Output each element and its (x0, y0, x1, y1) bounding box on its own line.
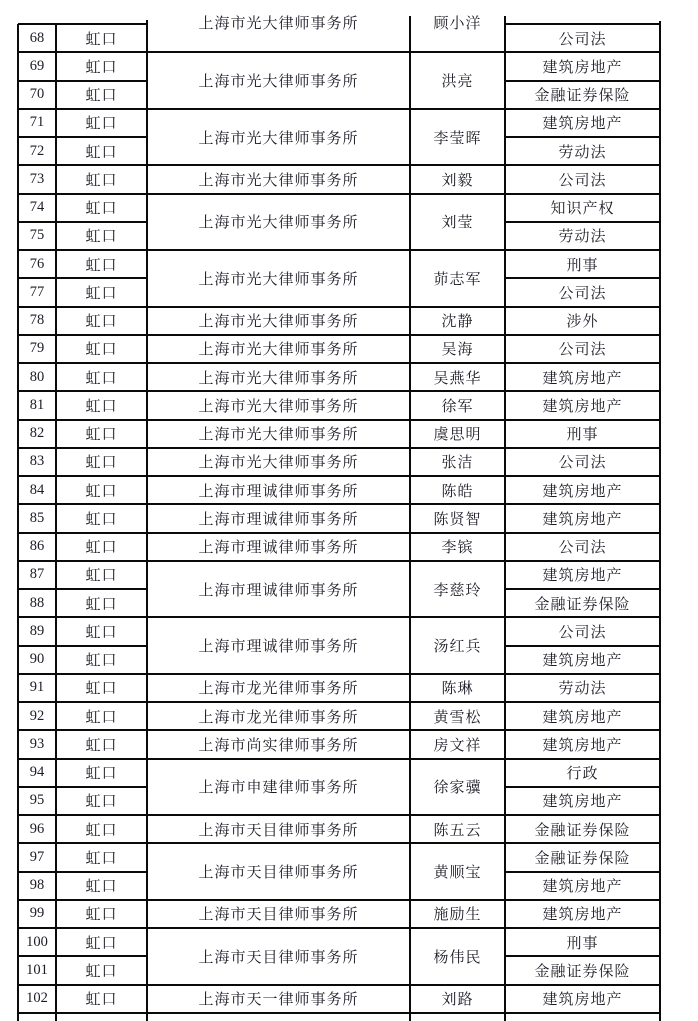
district-cell: 虹口 (85, 314, 118, 331)
specialty-cell: 劳动法 (558, 681, 607, 698)
row-number-cell: 99 (29, 905, 45, 922)
lawyer-name-cell: 刘路 (441, 992, 474, 1009)
specialty-cell: 金融证券保险 (534, 596, 631, 613)
row-number-cell: 74 (29, 199, 45, 216)
district-cell: 虹口 (85, 850, 118, 867)
district-cell: 虹口 (85, 285, 118, 302)
law-firm-cell: 上海市光大律师事务所 (198, 342, 359, 359)
specialty-cell: 建筑房地产 (542, 398, 623, 415)
row-number-cell: 80 (29, 368, 45, 385)
grid-line (55, 24, 57, 1021)
law-firm-cell: 上海市光大律师事务所 (198, 15, 359, 32)
lawyer-name-cell: 陈贤智 (433, 511, 482, 528)
law-firm-cell: 上海市光大律师事务所 (198, 74, 359, 90)
row-number-cell: 75 (29, 227, 45, 244)
specialty-cell: 建筑房地产 (542, 568, 623, 585)
specialty-cell: 行政 (566, 766, 599, 783)
law-firm-cell: 上海市光大律师事务所 (198, 455, 359, 472)
specialty-cell: 金融证券保险 (534, 963, 631, 980)
specialty-cell: 建筑房地产 (542, 992, 623, 1009)
lawyer-name-cell: 张洁 (441, 455, 474, 472)
district-cell: 虹口 (85, 681, 118, 698)
district-cell: 虹口 (85, 766, 118, 783)
row-number-cell: 68 (29, 29, 45, 46)
district-cell: 虹口 (85, 540, 118, 557)
row-number-cell: 100 (26, 933, 48, 950)
row-number-cell: 87 (29, 566, 45, 583)
grid-line (146, 20, 148, 1021)
lawyer-name-cell: 房文祥 (433, 737, 482, 754)
law-firm-cell: 上海市申建律师事务所 (198, 780, 359, 797)
specialty-cell: 公司法 (558, 31, 607, 48)
law-firm-cell: 上海市天目律师事务所 (198, 865, 359, 881)
specialty-cell: 劳动法 (558, 229, 607, 246)
row-number-cell: 89 (29, 622, 45, 639)
specialty-cell: 建筑房地产 (542, 59, 623, 76)
lawyer-name-cell: 吴燕华 (433, 370, 482, 387)
district-cell: 虹口 (85, 59, 118, 76)
specialty-cell: 建筑房地产 (542, 709, 623, 726)
lawyer-name-cell: 杨伟民 (433, 949, 482, 966)
law-firm-cell: 上海市光大律师事务所 (198, 130, 359, 147)
law-firm-cell: 上海市光大律师事务所 (198, 271, 359, 288)
row-number-cell: 71 (29, 114, 45, 131)
specialty-cell: 知识产权 (550, 201, 615, 218)
lawyer-name-cell: 吴海 (441, 342, 474, 359)
row-number-cell: 86 (29, 538, 45, 555)
specialty-cell: 劳动法 (558, 144, 607, 161)
specialty-cell: 建筑房地产 (542, 794, 623, 811)
specialty-cell: 公司法 (558, 285, 607, 302)
law-firm-cell: 上海市天一律师事务所 (198, 992, 359, 1009)
lawyer-name-cell: 李慈玲 (433, 582, 482, 599)
lawyer-name-cell: 黄雪松 (433, 709, 482, 726)
district-cell: 虹口 (85, 709, 118, 726)
lawyer-name-cell: 洪亮 (441, 74, 474, 90)
law-firm-cell: 上海市理诚律师事务所 (198, 511, 359, 528)
row-number-cell: 85 (29, 509, 45, 526)
district-cell: 虹口 (85, 427, 118, 444)
law-firm-cell: 上海市光大律师事务所 (198, 398, 359, 415)
lawyer-name-cell: 刘莹 (441, 215, 474, 232)
law-firm-cell: 上海市天目律师事务所 (198, 822, 359, 839)
lawyer-name-cell: 黄顺宝 (433, 865, 482, 881)
district-cell: 虹口 (85, 144, 118, 161)
lawyer-name-cell: 徐军 (441, 398, 474, 415)
law-firm-cell: 上海市尚实律师事务所 (198, 737, 359, 754)
row-number-cell: 98 (29, 877, 45, 894)
district-cell: 虹口 (85, 879, 118, 896)
specialty-cell: 建筑房地产 (542, 907, 623, 924)
grid-line (504, 16, 506, 1021)
specialty-cell: 建筑房地产 (542, 483, 623, 500)
law-firm-cell: 上海市光大律师事务所 (198, 215, 359, 232)
district-cell: 虹口 (85, 568, 118, 585)
lawyer-name-cell: 李莹晖 (433, 130, 482, 147)
row-number-cell: 82 (29, 425, 45, 442)
specialty-cell: 金融证券保险 (534, 88, 631, 105)
district-cell: 虹口 (85, 342, 118, 359)
law-firm-cell: 上海市光大律师事务所 (198, 172, 359, 189)
district-cell: 虹口 (85, 653, 118, 670)
district-cell: 虹口 (85, 455, 118, 472)
row-number-cell: 90 (29, 651, 45, 668)
row-number-cell: 93 (29, 735, 45, 752)
district-cell: 虹口 (85, 116, 118, 133)
district-cell: 虹口 (85, 370, 118, 387)
row-number-cell: 96 (29, 820, 45, 837)
specialty-cell: 金融证券保险 (534, 822, 631, 839)
district-cell: 虹口 (85, 822, 118, 839)
specialty-cell: 公司法 (558, 172, 607, 189)
district-cell: 虹口 (85, 229, 118, 246)
district-cell: 虹口 (85, 624, 118, 641)
specialty-cell: 公司法 (558, 455, 607, 472)
row-number-cell: 72 (29, 142, 45, 159)
lawyer-name-cell: 徐家骥 (433, 780, 482, 797)
row-number-cell: 76 (29, 255, 45, 272)
district-cell: 虹口 (85, 596, 118, 613)
row-number-cell: 91 (29, 679, 45, 696)
specialty-cell: 刑事 (566, 427, 599, 444)
law-firm-cell: 上海市理诚律师事务所 (198, 540, 359, 557)
district-cell: 虹口 (85, 483, 118, 500)
law-firm-cell: 上海市龙光律师事务所 (198, 709, 359, 726)
specialty-cell: 公司法 (558, 540, 607, 557)
lawyer-name-cell: 李镔 (441, 540, 474, 557)
row-number-cell: 79 (29, 340, 45, 357)
law-firm-cell: 上海市光大律师事务所 (198, 370, 359, 387)
district-cell: 虹口 (85, 907, 118, 924)
specialty-cell: 建筑房地产 (542, 116, 623, 133)
law-firm-cell: 上海市天目律师事务所 (198, 949, 359, 966)
specialty-cell: 刑事 (566, 257, 599, 274)
row-number-cell: 69 (29, 57, 45, 74)
specialty-cell: 涉外 (566, 314, 599, 331)
law-firm-cell: 上海市天目律师事务所 (198, 907, 359, 924)
lawyer-name-cell: 陈皓 (441, 483, 474, 500)
district-cell: 虹口 (85, 963, 118, 980)
district-cell: 虹口 (85, 737, 118, 754)
law-firm-cell: 上海市理诚律师事务所 (198, 639, 359, 655)
district-cell: 虹口 (85, 935, 118, 952)
specialty-cell: 刑事 (566, 935, 599, 952)
row-number-cell: 97 (29, 848, 45, 865)
specialty-cell: 建筑房地产 (542, 879, 623, 896)
lawyer-name-cell: 顾小洋 (433, 15, 482, 32)
row-number-cell: 88 (29, 594, 45, 611)
row-number-cell: 83 (29, 453, 45, 470)
row-number-cell: 92 (29, 707, 45, 724)
law-firm-cell: 上海市理诚律师事务所 (198, 582, 359, 599)
specialty-cell: 金融证券保险 (534, 850, 631, 867)
lawyer-name-cell: 虞思明 (433, 427, 482, 444)
district-cell: 虹口 (85, 88, 118, 105)
lawyer-name-cell: 汤红兵 (433, 639, 482, 655)
row-number-cell: 73 (29, 170, 45, 187)
lawyer-name-cell: 沈静 (441, 314, 474, 331)
district-cell: 虹口 (85, 992, 118, 1009)
district-cell: 虹口 (85, 172, 118, 189)
row-number-cell: 94 (29, 764, 45, 781)
district-cell: 虹口 (85, 398, 118, 415)
district-cell: 虹口 (85, 257, 118, 274)
specialty-cell: 公司法 (558, 624, 607, 641)
grid-line (659, 21, 661, 1021)
lawyer-name-cell: 陈琳 (441, 681, 474, 698)
row-number-cell: 70 (29, 86, 45, 103)
lawyer-name-cell: 陈五云 (433, 822, 482, 839)
row-number-cell: 77 (29, 283, 45, 300)
lawyer-name-cell: 茆志军 (433, 271, 482, 288)
specialty-cell: 建筑房地产 (542, 653, 623, 670)
district-cell: 虹口 (85, 201, 118, 218)
row-number-cell: 81 (29, 396, 45, 413)
grid-line (17, 24, 19, 1021)
law-firm-cell: 上海市光大律师事务所 (198, 314, 359, 331)
row-number-cell: 95 (29, 792, 45, 809)
specialty-cell: 建筑房地产 (542, 511, 623, 528)
law-firm-cell: 上海市光大律师事务所 (198, 427, 359, 444)
row-number-cell: 102 (26, 990, 48, 1007)
law-firm-cell: 上海市理诚律师事务所 (198, 483, 359, 500)
row-number-cell: 101 (26, 961, 48, 978)
row-number-cell: 78 (29, 312, 45, 329)
law-firm-cell: 上海市龙光律师事务所 (198, 681, 359, 698)
row-number-cell: 84 (29, 481, 45, 498)
grid-line (409, 16, 411, 1021)
specialty-cell: 公司法 (558, 342, 607, 359)
district-cell: 虹口 (85, 31, 118, 48)
lawyer-name-cell: 刘毅 (441, 172, 474, 189)
district-cell: 虹口 (85, 794, 118, 811)
specialty-cell: 建筑房地产 (542, 370, 623, 387)
lawyer-name-cell: 施励生 (433, 907, 482, 924)
specialty-cell: 建筑房地产 (542, 737, 623, 754)
district-cell: 虹口 (85, 511, 118, 528)
